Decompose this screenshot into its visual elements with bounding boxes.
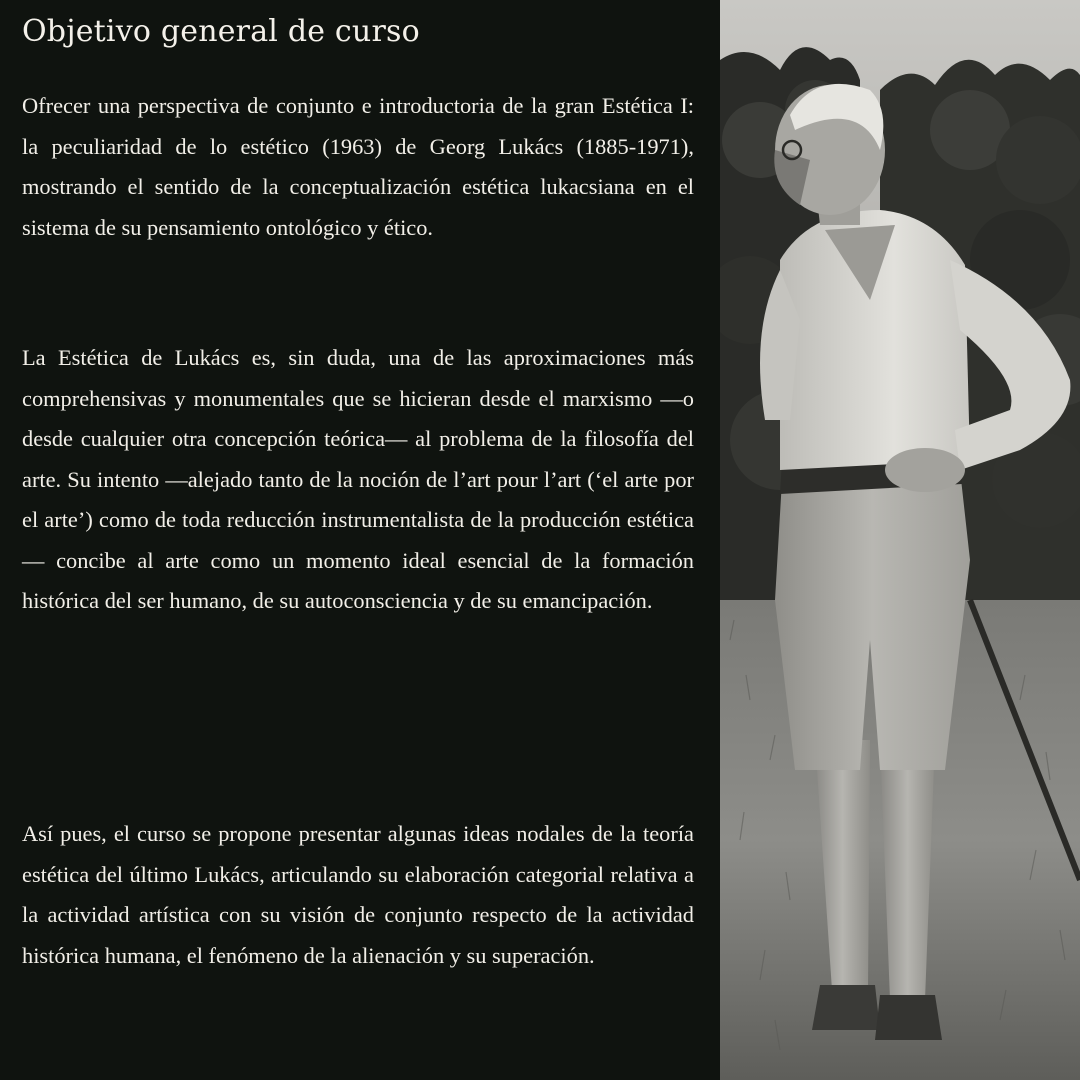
photo-illustration — [720, 0, 1080, 1080]
portrait-photo — [720, 0, 1080, 1080]
paragraph-objective: Ofrecer una perspectiva de conjunto e introductoria de la gran Estética I: la peculiaridad de lo estético (1963) de Georg Lukács (1885-1971), mostrando el sentido de la conceptualización estética lukacsiana en el sistema de su pensamiento ontológico y ético. — [22, 93, 694, 240]
page-title: Objetivo general de curso — [22, 14, 420, 49]
paragraph-estetica: La Estética de Lukács es, sin duda, una de las aproximaciones más comprehensivas y monumentales que se hicieran desde el marxismo —o desde cualquier otra concepción teórica— al problema de la filosofía del arte. Su intento —alejado tanto de la noción de l’art pour l’art (‘el arte por el arte’) como de toda reducción instrumentalista de la producción estética— concibe al arte como un momento ideal esencial de la formación histórica del ser humano, de su autoconsciencia y de su emancipación. — [22, 345, 694, 613]
paragraph-course-plan: Así pues, el curso se propone presentar algunas ideas nodales de la teoría estética del último Lukács, articulando su elaboración categorial relativa a la actividad artística con su visión de conjunto respecto de la actividad histórica humana, el fenómeno de la alienación y su superación. — [22, 821, 694, 968]
